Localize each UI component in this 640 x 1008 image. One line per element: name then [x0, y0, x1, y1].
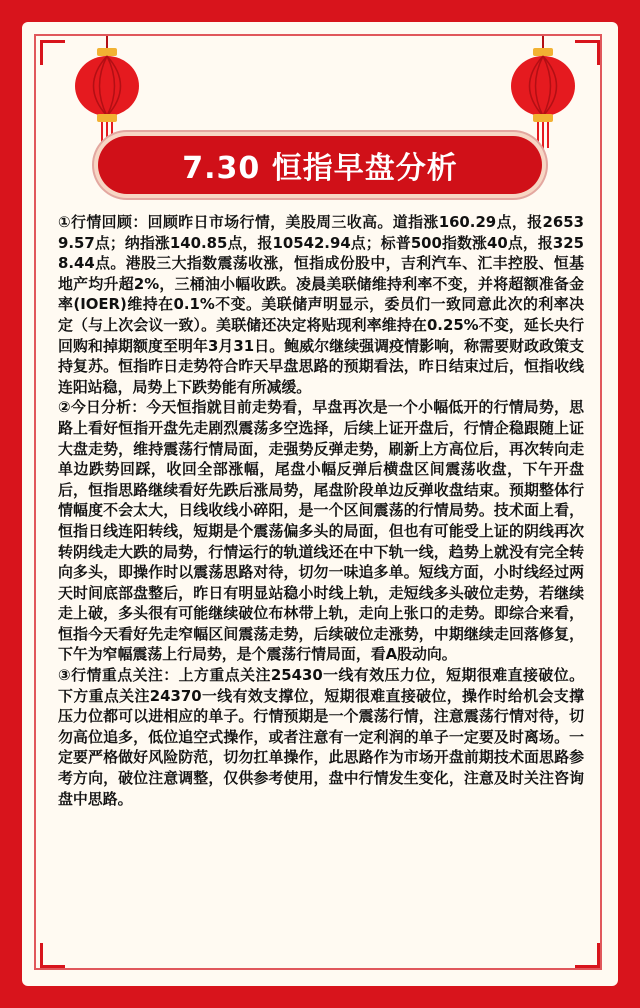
frame-corner-ornament [575, 40, 600, 65]
paragraph-today-analysis: ②今日分析：今天恒指就目前走势看，早盘再次是一个小幅低开的行情局势，思路上看好恒指开盘先走剧烈震荡多空选择，后续上证开盘后，行情企稳跟随上证大盘走势，维持震荡行情局面，走强势反弹走势，刷新上方高位后，再次转向走单边跌势回踩，收回全部涨幅，尾盘小幅反弹后横盘区间震荡收盘，下午开盘后，恒指思路继续看好先跌后涨局势，尾盘阶段单边反弹收盘结束。预期整体行情幅度不会太大，日线收线小碎阳，是一个区间震荡的行情局势。技术面上看，恒指日线连阳转线，短期是个震荡偏多头的局面，但也有可能受上证的阴线再次转阴线走大跌的局势，行情运行的轨道线还在中下轨一线，趋势上就没有完全转向多头，即操作时以震荡思路对待，切勿一味追多单。短线方面，小时线经过两天时间底部盘整后，昨日有明显站稳小时线上轨，走短线多头破位走势，若继续走上破，多头很有可能继续破位布林带上轨，走向上张口的走势。即综合来看，恒指今天看好先走窄幅区间震荡走势，后续破位走涨势，中期继续走回落修复，下午为窄幅震荡上行局势，是个震荡行情局面，看A股动向。 [58, 398, 584, 664]
article-body [58, 212, 584, 809]
paragraph-key-levels: ③行情重点关注：上方重点关注25430一线有效压力位，短期很难直接破位。下方重点关注24370一线有效支撑位，短期很难直接破位，操作时给机会支撑压力位都可以进相应的单子。行情预期是一个震荡行情，注意震荡行情对待，切勿高位追多，低位追空式操作，或者注意有一定利润的单子一定要及时离场。一定要严格做好风险防范，切勿扛单操作，此思路作为市场开盘前期技术面思路参考方向，破位注意调整，仅供参考使用，盘中行情发生变化，注意及时关注咨询盘中思路。 [58, 666, 584, 808]
title-banner [98, 136, 542, 194]
frame-corner-ornament [575, 943, 600, 968]
page-title: 7.30 恒指早盘分析 [182, 151, 458, 186]
frame-corner-ornament [40, 40, 65, 65]
frame-corner-ornament [40, 943, 65, 968]
paragraph-market-review: ①行情回顾：回顾昨日市场行情，美股周三收高。道指涨160.29点，报26539.57点；纳指涨140.85点，报10542.94点；标普500指数涨40点，报3258.44点。港股三大指数震荡收涨，恒指成份股中，吉利汽车、汇丰控股、恒基地产均升超2%，三桶油小幅收跌。凌晨美联储维持利率不变，并将超额准备金率(IOER)维持在0.1%不变。美联储声明显示，委员们一致同意此次的利率决定（与上次会议一致）。美联储还决定将贴现利率维持在0.25%不变，延长央行回购和掉期额度至明年3月31日。鲍威尔继续强调疫情影响，称需要财政政策支持复苏。恒指昨日走势符合昨天早盘思路的预期看法，昨日结束过后，恒指收线连阳站稳，局势上下跌势能有所减缓。 [58, 213, 584, 396]
